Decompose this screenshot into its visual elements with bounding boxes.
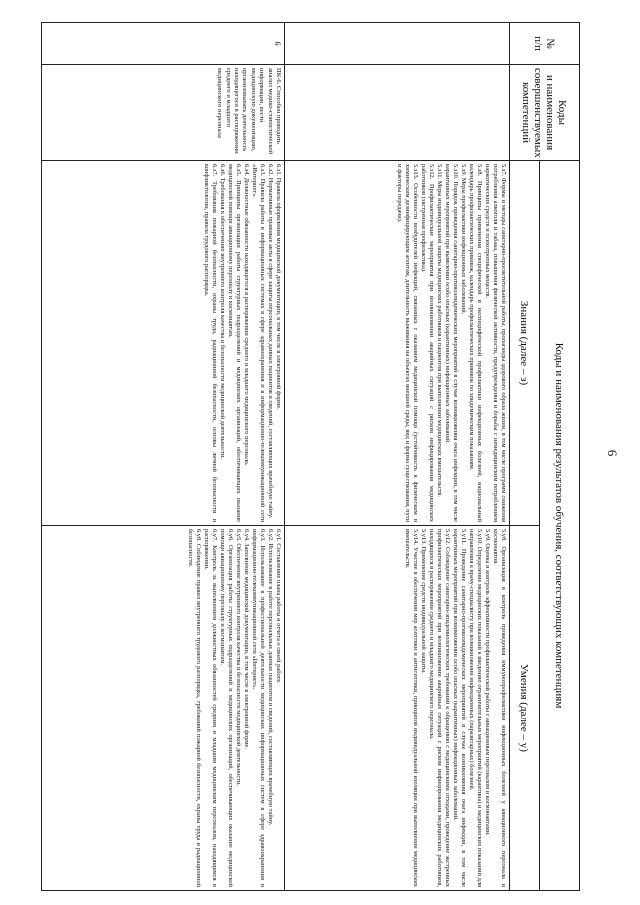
knowledge-item: 6.з4. Должностные обязанности находящегося в распоряжении среднего и младшего медицинского персонала. <box>243 164 250 466</box>
skill-item: 6.у3. Использование в профессиональной деятельности медицинских информационных систем в сфере здравоохранения и информационно-телекоммуникационной сети «Интернет». <box>251 529 266 887</box>
knowledge-item: 5.з11. Меры индивидуальной защиты медицинских работников и пациентов при выполнении медицинских вмешательств. <box>436 164 443 497</box>
competence-table <box>41 22 580 891</box>
knowledge-item: 5.з8. Принципы применения специфической и неспецифической профилактики инфекционных болезней, национальный календарь профилактических прививок, календарь профилактических прививок по эпидемическим показаниям. <box>468 164 483 522</box>
header-number: № п/п <box>510 23 580 65</box>
header-skills: Умения (далее – у) <box>510 526 540 891</box>
knowledge-item: 5.з12. Профилактические мероприятия при возникновении аварийных ситуаций с риском инфицирования медицинских работников (экстренная профилактика). <box>420 164 435 522</box>
page-number: 6 <box>605 449 620 457</box>
knowledge-item: 5.з13. Особенности возбудителей инфекций, связанных с оказанием медицинской помощи (устойчивость к физическим и химическим дезинфицирующим агентам, длительность выживания на объектах внешней среды, вид и форма существования, пути и факторы передачи). <box>396 164 419 522</box>
skills-cell <box>285 526 510 891</box>
competence-cell <box>285 65 510 161</box>
knowledge-item: 5.з7. Формы и методы санитарно-просветительной работы, пропаганды здорового образа жизни, в том числе программ снижения потребления алкоголя и табака, повышения физической активности, предупреждения и борьбы с немедицинским потреблением наркотических средств и психотропных веществ. <box>484 164 507 522</box>
skill-item: 5.у12. Соблюдение санитарно-эпидемиологических требований к обращению с медицинскими отходами, проведение экстренных профилактических мероприятий при возникновении аварийных ситуаций с риском инфицирования медицинских работников, находящихся в распоряжении среднего и младшего медицинского персонала. <box>428 529 451 887</box>
skill-item: 5.у14. Участие в обеспечении мер асептики и антисептики, принципов индивидуальной изоляции при выполнении медицинских вмешательств. <box>404 529 419 887</box>
table-row <box>285 23 510 891</box>
skill-item: 5.у11. Проведение санитарно-противоэпидемических мероприятий в случае возникновения очага инфекции, в том числе карантинных мероприятий при возникновении особо опасных (карантинных) инфекционных заболеваний. <box>452 529 467 887</box>
knowledge-item: 5.з10. Порядок проведения санитарно-противоэпидемических мероприятий в случае возникновения очага инфекции, в том числе карантинных мероприятий при выявлении особо опасных (карантинных) инфекционных заболеваний. <box>444 164 459 522</box>
knowledge-cell <box>42 161 285 526</box>
rotated-table-wrapper <box>41 22 580 890</box>
knowledge-item: 6.з5. Принципы организации работы структурных подразделений и медицинских организаций, обеспечивающих оказание медицинской помощи авиационному персоналу и космонавтам. <box>227 164 242 522</box>
knowledge-item: 6.з7. Требования пожарной безопасности, охраны труда, радиационной безопасности, основы личной безопасности и конфликтологии, правила трудового распорядка. <box>203 164 218 522</box>
knowledge-item: 6.з3. Правила работы в информационных системах в сфере здравоохранения и в информационно-телекоммуникационной сети «Интернет». <box>251 164 266 522</box>
competence-cell: ПК-6. Способен проводить анализ медико-статистической информации, вести медицинскую документацию, организовывать деятельность находящегося в распоряжении среднего и младшего медицинского персонала <box>42 65 285 161</box>
skill-item: 6.у1. Составление плана работы и отчета о своей работе. <box>275 529 282 684</box>
table-row <box>42 23 285 891</box>
skill-item: 5.у10. Определение медицинских показаний к введению ограничительных мероприятий (карантина) и медицинских показаний для направления к врачу-специалисту при возникновении инфекционных (паразитарных) болезней. <box>468 529 483 887</box>
row-number: 6 <box>42 23 285 65</box>
skill-item: 6.у8. Соблюдение правил внутреннего трудового распорядка, требований пожарной безопасности, охраны труда и радиационной безопасности. <box>187 529 202 887</box>
skill-item: 6.у2. Использование в работе персональных данных пациентов и сведений, составляющих врачебную тайну. <box>267 529 274 826</box>
header-competence-codes: Коды и наименования совершенствуемых компетенций <box>510 65 580 161</box>
skill-item: 6.у7. Контроль за выполнением должностных обязанностей средним и младшим медицинским персоналом, находящимся в распоряжении. <box>203 529 218 887</box>
skill-item: 5.у13. Применение средств индивидуальной защиты. <box>420 529 427 674</box>
knowledge-item: 6.з1. Правила оформления медицинской документации, в том числе в электронной форме. <box>275 164 282 410</box>
skills-cell <box>42 526 285 891</box>
skill-item: 5.у9. Оценка и контроль эффективности профилактической работы с авиационным персоналом и космонавтами. <box>484 529 491 836</box>
knowledge-item: 6.з6. Требования к обеспечению внутреннего контроля качества и безопасности медицинской деятельности. <box>219 164 226 459</box>
knowledge-cell <box>285 161 510 526</box>
header-knowledge: Знания (далее – з) <box>510 161 540 526</box>
header-results: Коды и наименования результатов обучения, соответствующих компетенциям <box>540 161 580 891</box>
row-number <box>285 23 510 65</box>
skill-item: 6.у4. Заполнение медицинской документации, в том числе в электронной форме. <box>243 529 250 749</box>
skill-item: 5.у8. Организация и контроль проведения иммунопрофилактики инфекционных болезней у авиационного персонала и космонавтов. <box>492 529 507 887</box>
skill-item: 6.у5. Обеспечение внутреннего контроля качества и безопасности медицинской деятельности. <box>235 529 242 787</box>
skill-item: 6.у6. Организация работы структурных подразделений и медицинских организаций, обеспечивающих оказание медицинской помощи авиационному персоналу и космонавтам. <box>219 529 234 887</box>
knowledge-item: 6.з2. Нормативные правовые акты в сфере защиты персональных данных пациентов и сведений, составляющих врачебную тайну. <box>267 164 274 519</box>
knowledge-item: 5.з9. Меры профилактики инфекционных заболеваний. <box>460 164 467 315</box>
